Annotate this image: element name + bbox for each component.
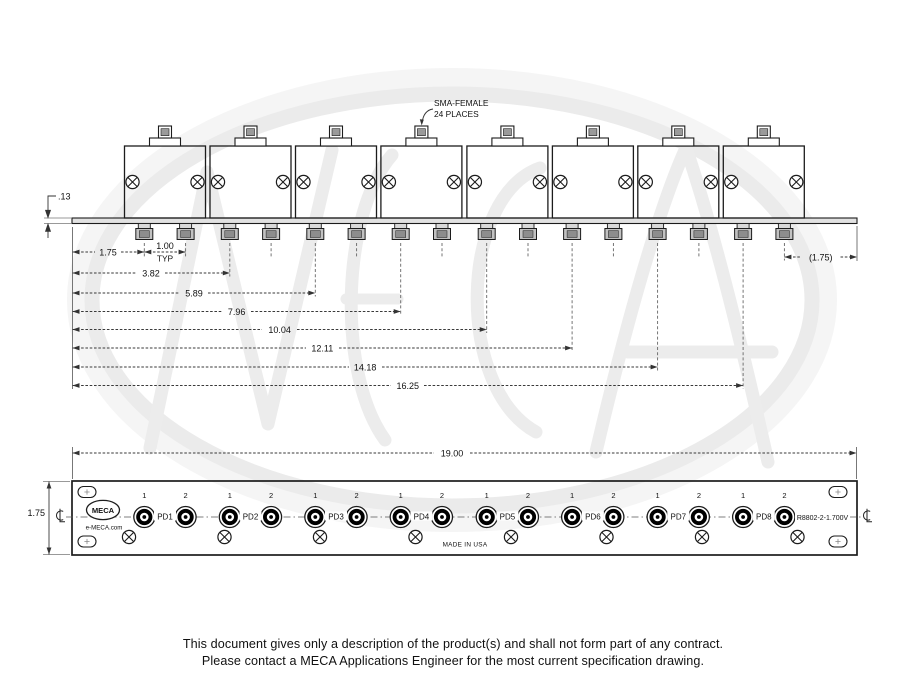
- sma-note-line1: SMA-FEMALE: [434, 98, 489, 108]
- meca-logo-text: MECA: [91, 506, 115, 516]
- footer-line1: This document gives only a description of the product(s) and shall not form part of any contract.: [182, 637, 724, 651]
- dim-19-00: 19.00: [440, 448, 464, 459]
- dim-5-89: 5.89: [185, 288, 203, 299]
- dim-16-25: 16.25: [396, 381, 420, 391]
- svg-text:2: 2: [439, 491, 445, 500]
- svg-text:1: 1: [227, 491, 232, 500]
- svg-text:1: 1: [741, 491, 746, 500]
- svg-text:2: 2: [525, 491, 531, 500]
- centerline-icon-left: [57, 509, 65, 522]
- part-number: R8802-2-1.700V: [796, 514, 849, 522]
- thickness-dim: [44, 192, 72, 239]
- label-pd2: PD2: [242, 512, 259, 522]
- dim-3-82: 3.82: [142, 268, 160, 279]
- extension-lines: [73, 226, 858, 389]
- rack-panel-edge: [72, 218, 857, 224]
- footer-line2: Please contact a MECA Applications Engineer for the most current specification drawing.: [201, 653, 705, 668]
- label-pd5: PD5: [499, 512, 516, 522]
- module-pd6: [552, 126, 633, 218]
- svg-text:1: 1: [570, 491, 575, 500]
- module-labels: [154, 512, 775, 522]
- dim-1-75: 1.75: [99, 247, 117, 258]
- module-pd2: [210, 126, 291, 218]
- width-dim: [73, 447, 857, 479]
- port-number-labels: [142, 491, 786, 500]
- svg-text:1: 1: [655, 491, 660, 500]
- label-pd7: PD7: [670, 512, 687, 522]
- svg-text:1: 1: [142, 491, 147, 500]
- thickness-dim-label: .13: [58, 191, 71, 202]
- leader-arrow: [420, 119, 424, 125]
- svg-text:1: 1: [313, 491, 318, 500]
- dimension-rows: [73, 241, 858, 391]
- svg-text:1: 1: [484, 491, 489, 500]
- dim-ref-1-75: (1.75): [808, 252, 833, 263]
- svg-text:2: 2: [696, 491, 701, 500]
- module-pd4: [381, 126, 462, 218]
- module-pd7: [638, 126, 719, 218]
- module-pd5: [467, 126, 548, 218]
- top-view: [44, 98, 857, 391]
- label-pd3: PD3: [328, 512, 344, 522]
- centerline-icon-right: [864, 509, 872, 522]
- divider-modules: [125, 126, 805, 218]
- front-view: [27, 447, 872, 555]
- dim-14-18: 14.18: [353, 362, 377, 373]
- module-pd8: [723, 126, 804, 218]
- dim-1-00: 1.00: [156, 241, 174, 251]
- made-in-usa: MADE IN USA: [442, 541, 488, 549]
- svg-text:2: 2: [354, 491, 359, 500]
- dim-typ: TYP: [156, 253, 174, 264]
- label-pd8: PD8: [756, 512, 772, 522]
- module-pd3: [296, 126, 377, 218]
- height-dim: [27, 482, 70, 555]
- svg-text:2: 2: [782, 491, 787, 500]
- sma-note-line2: 24 PLACES: [434, 109, 479, 119]
- dim-10-04: 10.04: [268, 325, 291, 335]
- svg-text:2: 2: [269, 491, 274, 500]
- module-pd1: [125, 126, 206, 218]
- dim-front-1-75: 1.75: [27, 508, 45, 518]
- label-pd4: PD4: [413, 512, 430, 522]
- footer-disclaimer: [0, 636, 906, 669]
- svg-text:1: 1: [398, 491, 403, 500]
- dim-7-96: 7.96: [227, 307, 246, 317]
- meca-logo: [86, 500, 123, 531]
- dim-12-11: 12.11: [311, 343, 334, 354]
- sma-callout: [420, 98, 489, 126]
- bottom-sma-connectors: [136, 224, 793, 240]
- svg-text:2: 2: [611, 491, 616, 500]
- label-pd1: PD1: [157, 512, 173, 522]
- label-pd6: PD6: [585, 512, 601, 522]
- svg-text:2: 2: [183, 491, 188, 500]
- leader-line: [422, 109, 433, 123]
- meca-url: e-MECA.com: [85, 524, 123, 532]
